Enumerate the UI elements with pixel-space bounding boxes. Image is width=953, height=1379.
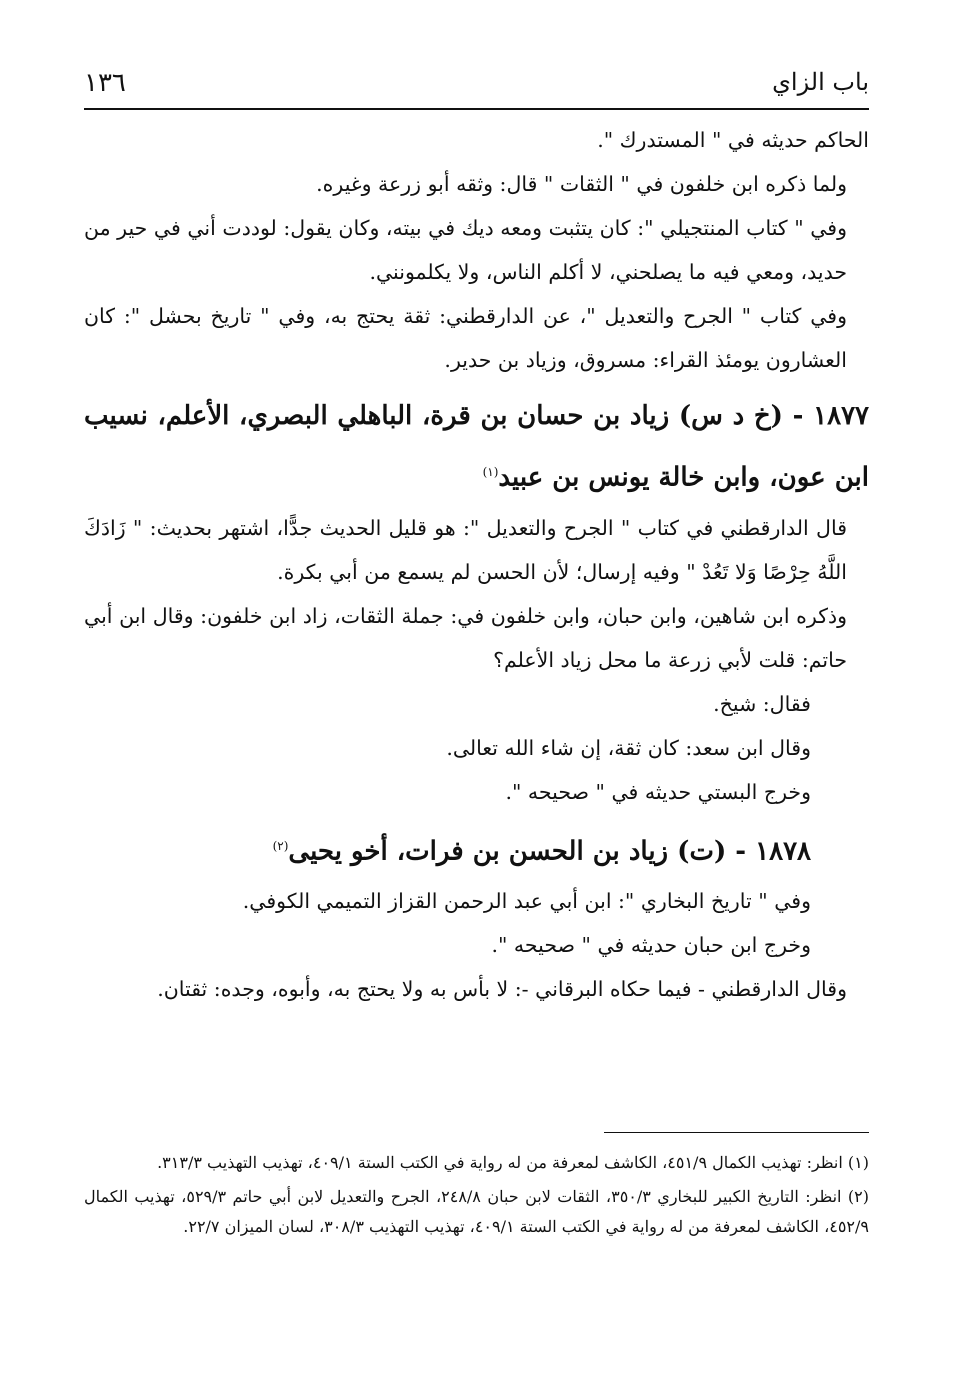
header-divider [84, 108, 869, 110]
paragraph: قال الدارقطني في كتاب " الجرح والتعديل ": هو قليل الحديث جدًّا، اشتهر بحديث: " زَادَكَ اللَّهُ حِرْصًا وَلا تَعُدْ " وفيه إرسال؛ لأن الحسن لم يسمع من أبي بكرة. [84, 515, 847, 584]
paragraph: وفي " تاريخ البخاري ": ابن أبي عبد الرحمن القزاز التميمي الكوفي. [242, 889, 811, 914]
paragraph: وفي " كتاب المنتجيلي ": كان يتثبت ومعه ديك في بيته، وكان يقول: لوددت أني في حير من حديد، ومعي فيه ما يصلحني، لا أكلم الناس، ولا يكلمونني. [84, 216, 847, 284]
paragraph: وذكره ابن شاهين، وابن حبان، وابن خلفون في: جملة الثقات، زاد ابن خلفون: وقال ابن أبي حاتم: قلت لأبي زرعة ما محل زياد الأعلم؟ [84, 603, 847, 672]
paragraph: وقال ابن سعد: كان ثقة، إن شاء الله تعالى. [446, 735, 811, 760]
paragraph: الحاكم حديثه في " المستدرك ". [597, 128, 869, 152]
entry-heading-text: ١٨٧٧ - (خ د س) زياد بن حسان بن قرة، الباهلي البصري، الأعلم، نسيب ابن عون، وابن خالة يونس بن عبيد [84, 401, 869, 493]
paragraph: وفي كتاب " الجرح والتعديل "، عن الدارقطني: ثقة يحتج به، وفي " تاريخ بحشل ": كان العشارون يومئذ القراء: مسروق، وزياد بن حدير. [84, 304, 847, 372]
footnote-ref: (٢) [272, 838, 289, 853]
chapter-title: باب الزاي [772, 68, 869, 96]
running-header [84, 62, 869, 106]
paragraph: ولما ذكره ابن خلفون في " الثقات " قال: وثقه أبو زرعة وغيره. [316, 172, 847, 196]
footnote: (٢) انظر: التاريخ الكبير للبخاري ٣٥٠/٣، الثقات لابن حبان ٢٤٨/٨، الجرح والتعديل لابن أبي حاتم ٥٢٩/٣، تهذيب الكمال ٤٥٢/٩، الكاشف لمعرفة من له رواية في الكتب الستة ٤٠٩/١، تهذيب التهذيب ٣٠٨/٣، لسان الميزان ٢٢/٧. [84, 1187, 869, 1236]
page-number: ١٣٦ [84, 68, 126, 98]
paragraph: وخرج البستي حديثه في " صحيحه ". [505, 779, 811, 804]
entry-heading-1878 [84, 818, 869, 880]
main-text [84, 118, 869, 1011]
paragraph: وخرج ابن حبان حديثه في " صحيحه ". [491, 933, 811, 958]
entry-heading-text: ١٨٧٨ - (ت) زياد بن الحسن بن فرات، أخو يحيى [288, 836, 811, 867]
footnotes [84, 1148, 869, 1246]
footnote-ref: (١) [482, 465, 499, 479]
footnote: (١) انظر: تهذيب الكمال ٤٥١/٩، الكاشف لمعرفة من له رواية في الكتب الستة ٤٠٩/١، تهذيب التهذيب ٣١٣/٣. [157, 1153, 869, 1172]
footnote-divider [604, 1132, 869, 1133]
paragraph: فقال: شيخ. [713, 691, 811, 716]
paragraph: وقال الدارقطني - فيما حكاه البرقاني -: لا بأس به ولا يحتج به، وأبوه، وجده: ثقتان. [157, 977, 847, 1002]
entry-heading-1877 [84, 388, 869, 506]
